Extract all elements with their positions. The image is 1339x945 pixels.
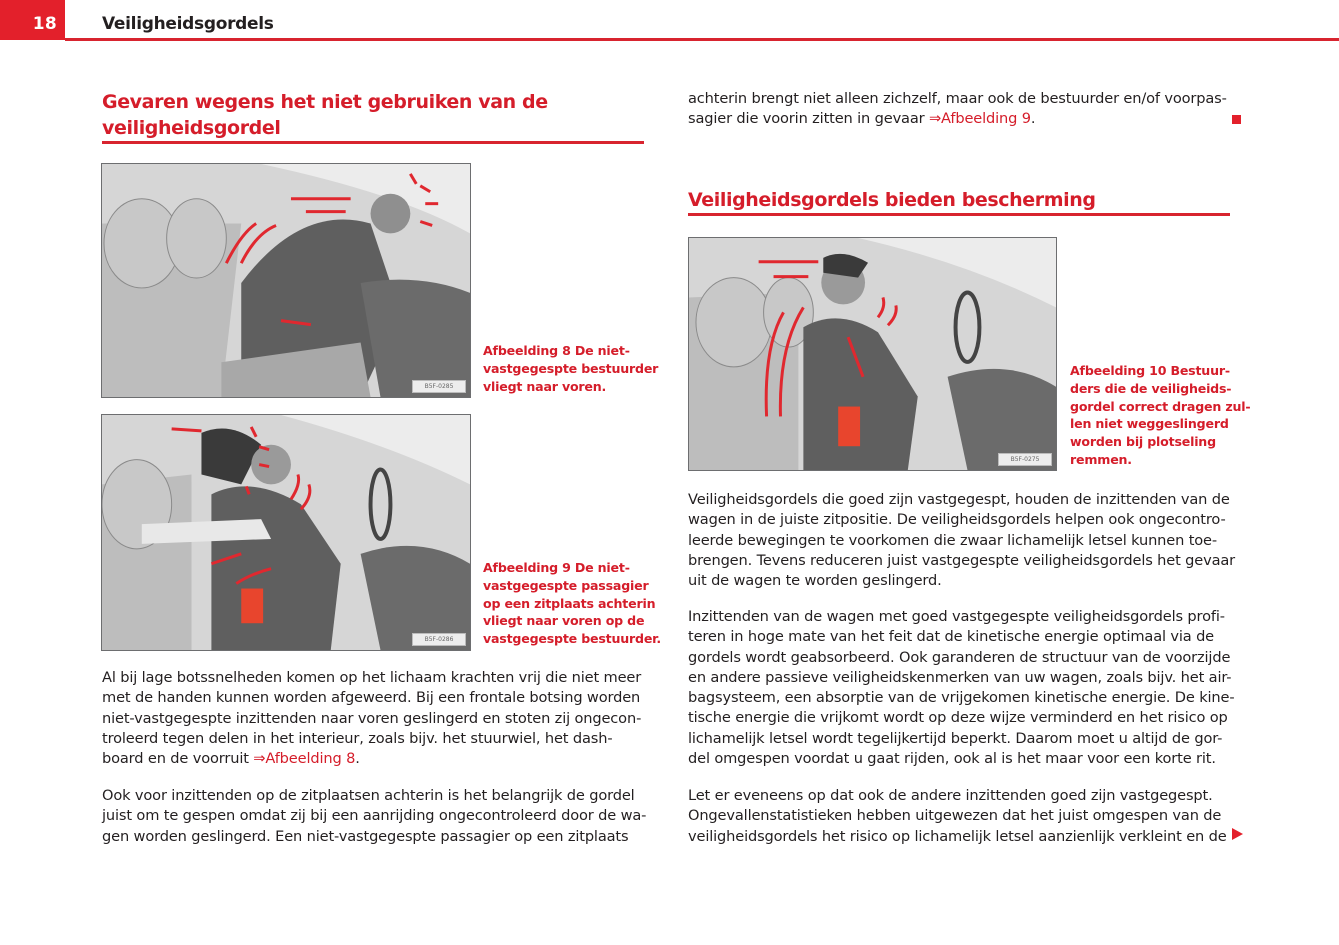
text-line: brengen. Tevens reduceren juist vastgegespte veiligheidsgordels het gevaar — [688, 551, 1236, 569]
text-line: veiligheidsgordels het risico op lichamelijk letsel aanzienlijk verkleint en de — [688, 827, 1227, 845]
text-line: gen worden geslingerd. Een niet-vastgegespte passagier op een zitplaats — [102, 827, 629, 845]
text-line: del omgespen voordat u gaat rijden, ook al is het maar voor een korte rit. — [688, 750, 1216, 768]
caption-line: Afbeelding 10 Bestuur- — [1070, 363, 1230, 378]
page-number-box — [0, 0, 65, 40]
text-line: sagier die voorin zitten in gevaar — [688, 110, 929, 128]
text-line: Ongevallenstatistieken hebben uitgewezen dat het juist omgespen van de — [688, 807, 1222, 825]
figure-code: B5F-0286 — [412, 633, 466, 646]
caption-line: vastgegespte bestuurder — [483, 360, 659, 376]
text-line: board en de voorruit — [102, 750, 254, 768]
paragraph-rear-seats — [102, 786, 646, 847]
text-line: achterin brengt niet alleen zichzelf, maar ook de bestuurder en/of voorpas- — [688, 90, 1227, 107]
caption-line: worden bij plotseling — [1070, 434, 1216, 450]
text-line: bagsysteem, een absorptie van de vrijgekomen kinetische energie. De kine- — [688, 689, 1235, 707]
text-line: troleerd tegen delen in het interieur, zoals bijv. het stuurwiel, het dash- — [102, 729, 613, 747]
figure-9-image — [101, 414, 471, 651]
paragraph-low-speed-forces — [102, 668, 641, 769]
continued-arrow-icon — [1232, 828, 1243, 840]
text-line: wagen in de juiste zitpositie. De veiligheidsgordels helpen ook ongecontro- — [688, 511, 1226, 529]
section-title-dangers — [102, 89, 548, 141]
figure-8-link[interactable]: ⇒Afbeelding 8 — [253, 750, 356, 768]
text-line: Veiligheidsgordels die goed zijn vastgegespt, houden de inzittenden van de — [688, 491, 1230, 508]
text-line: Ook voor inzittenden op de zitplaatsen achterin is het belangrijk de gordel — [102, 787, 635, 804]
section-title-protection: Veiligheidsgordels bieden bescherming — [688, 189, 1096, 211]
caption-line: vliegt naar voren op de — [483, 613, 645, 629]
header-divider — [65, 38, 1339, 41]
caption-line: vastgegespte passagier — [483, 577, 649, 593]
text-line: leerde bewegingen te voorkomen die zwaar lichamelijk letsel kunnen toe- — [688, 531, 1217, 549]
figure-10-caption — [1070, 362, 1250, 469]
caption-line: op een zitplaats achterin — [483, 595, 656, 611]
chapter-title: Veiligheidsgordels — [102, 14, 274, 34]
text-line: Inzittenden van de wagen met goed vastgegespte veiligheidsgordels profi- — [688, 608, 1225, 625]
text-line: teren in hoge mate van het feit dat de kinetische energie optimaal via de — [688, 628, 1215, 646]
caption-line: Afbeelding 8 De niet- — [483, 343, 630, 358]
figure-9-link[interactable]: ⇒Afbeelding 9 — [928, 110, 1031, 128]
text-tail: . — [355, 750, 360, 768]
page-number: 18 — [32, 14, 57, 34]
text-line: gordels wordt geabsorbeerd. Ook garanderen de structuur van de voorzijde — [688, 648, 1231, 666]
caption-line: vliegt naar voren. — [483, 378, 607, 394]
paragraph-kinetic-energy — [688, 607, 1234, 769]
text-line: uit de wagen te worden geslingerd. — [688, 572, 942, 590]
figure-9-caption — [483, 559, 661, 648]
figure-10-image — [688, 237, 1057, 471]
text-line: met de handen kunnen worden afgeweerd. Bij een frontale botsing worden — [102, 689, 641, 707]
text-line: en andere passieve veiligheidskenmerken van uw wagen, zoals bijv. het air- — [688, 668, 1232, 686]
caption-line: len niet weggeslingerd — [1070, 416, 1229, 432]
text-line: lichamelijk letsel wordt tegelijkertijd beperkt. Daarom moet u altijd de gor- — [688, 729, 1223, 747]
paragraph-other-occupants — [688, 786, 1227, 847]
section-divider — [688, 213, 1230, 216]
caption-line: remmen. — [1070, 451, 1132, 467]
caption-line: Afbeelding 9 De niet- — [483, 560, 630, 575]
figure-code: B5F-0275 — [998, 453, 1052, 466]
caption-line: ders die de veiligheids- — [1070, 380, 1232, 396]
caption-line: gordel correct dragen zul- — [1070, 398, 1251, 414]
text-line: Let er eveneens op dat ook de andere inzittenden goed zijn vastgegespt. — [688, 787, 1213, 804]
caption-line: vastgegespte bestuurder. — [483, 631, 661, 647]
text-line: niet-vastgegespte inzittenden naar voren geslingerd en stoten zij ongecon- — [102, 709, 642, 727]
section-divider — [102, 141, 644, 144]
section-title-line: Gevaren wegens het niet gebruiken van de — [102, 91, 548, 113]
text-line: Al bij lage botssnelheden komen op het lichaam krachten vrij die niet meer — [102, 669, 642, 686]
section-end-square-icon — [1232, 115, 1241, 124]
text-line: tische energie die vrijkomt wordt op deze wijze verminderd en het risico op — [688, 709, 1228, 727]
paragraph-seating-position — [688, 490, 1235, 591]
figure-8-image — [101, 163, 471, 398]
section-title-line: veiligheidsgordel — [102, 117, 281, 139]
figure-code: B5F-0285 — [412, 380, 466, 393]
text-line: juist om te gespen omdat zij bij een aanrijding ongecontroleerd door de wa- — [102, 807, 647, 825]
figure-8-caption — [483, 342, 658, 395]
text-tail: . — [1030, 110, 1036, 128]
paragraph-continued — [688, 89, 1227, 130]
